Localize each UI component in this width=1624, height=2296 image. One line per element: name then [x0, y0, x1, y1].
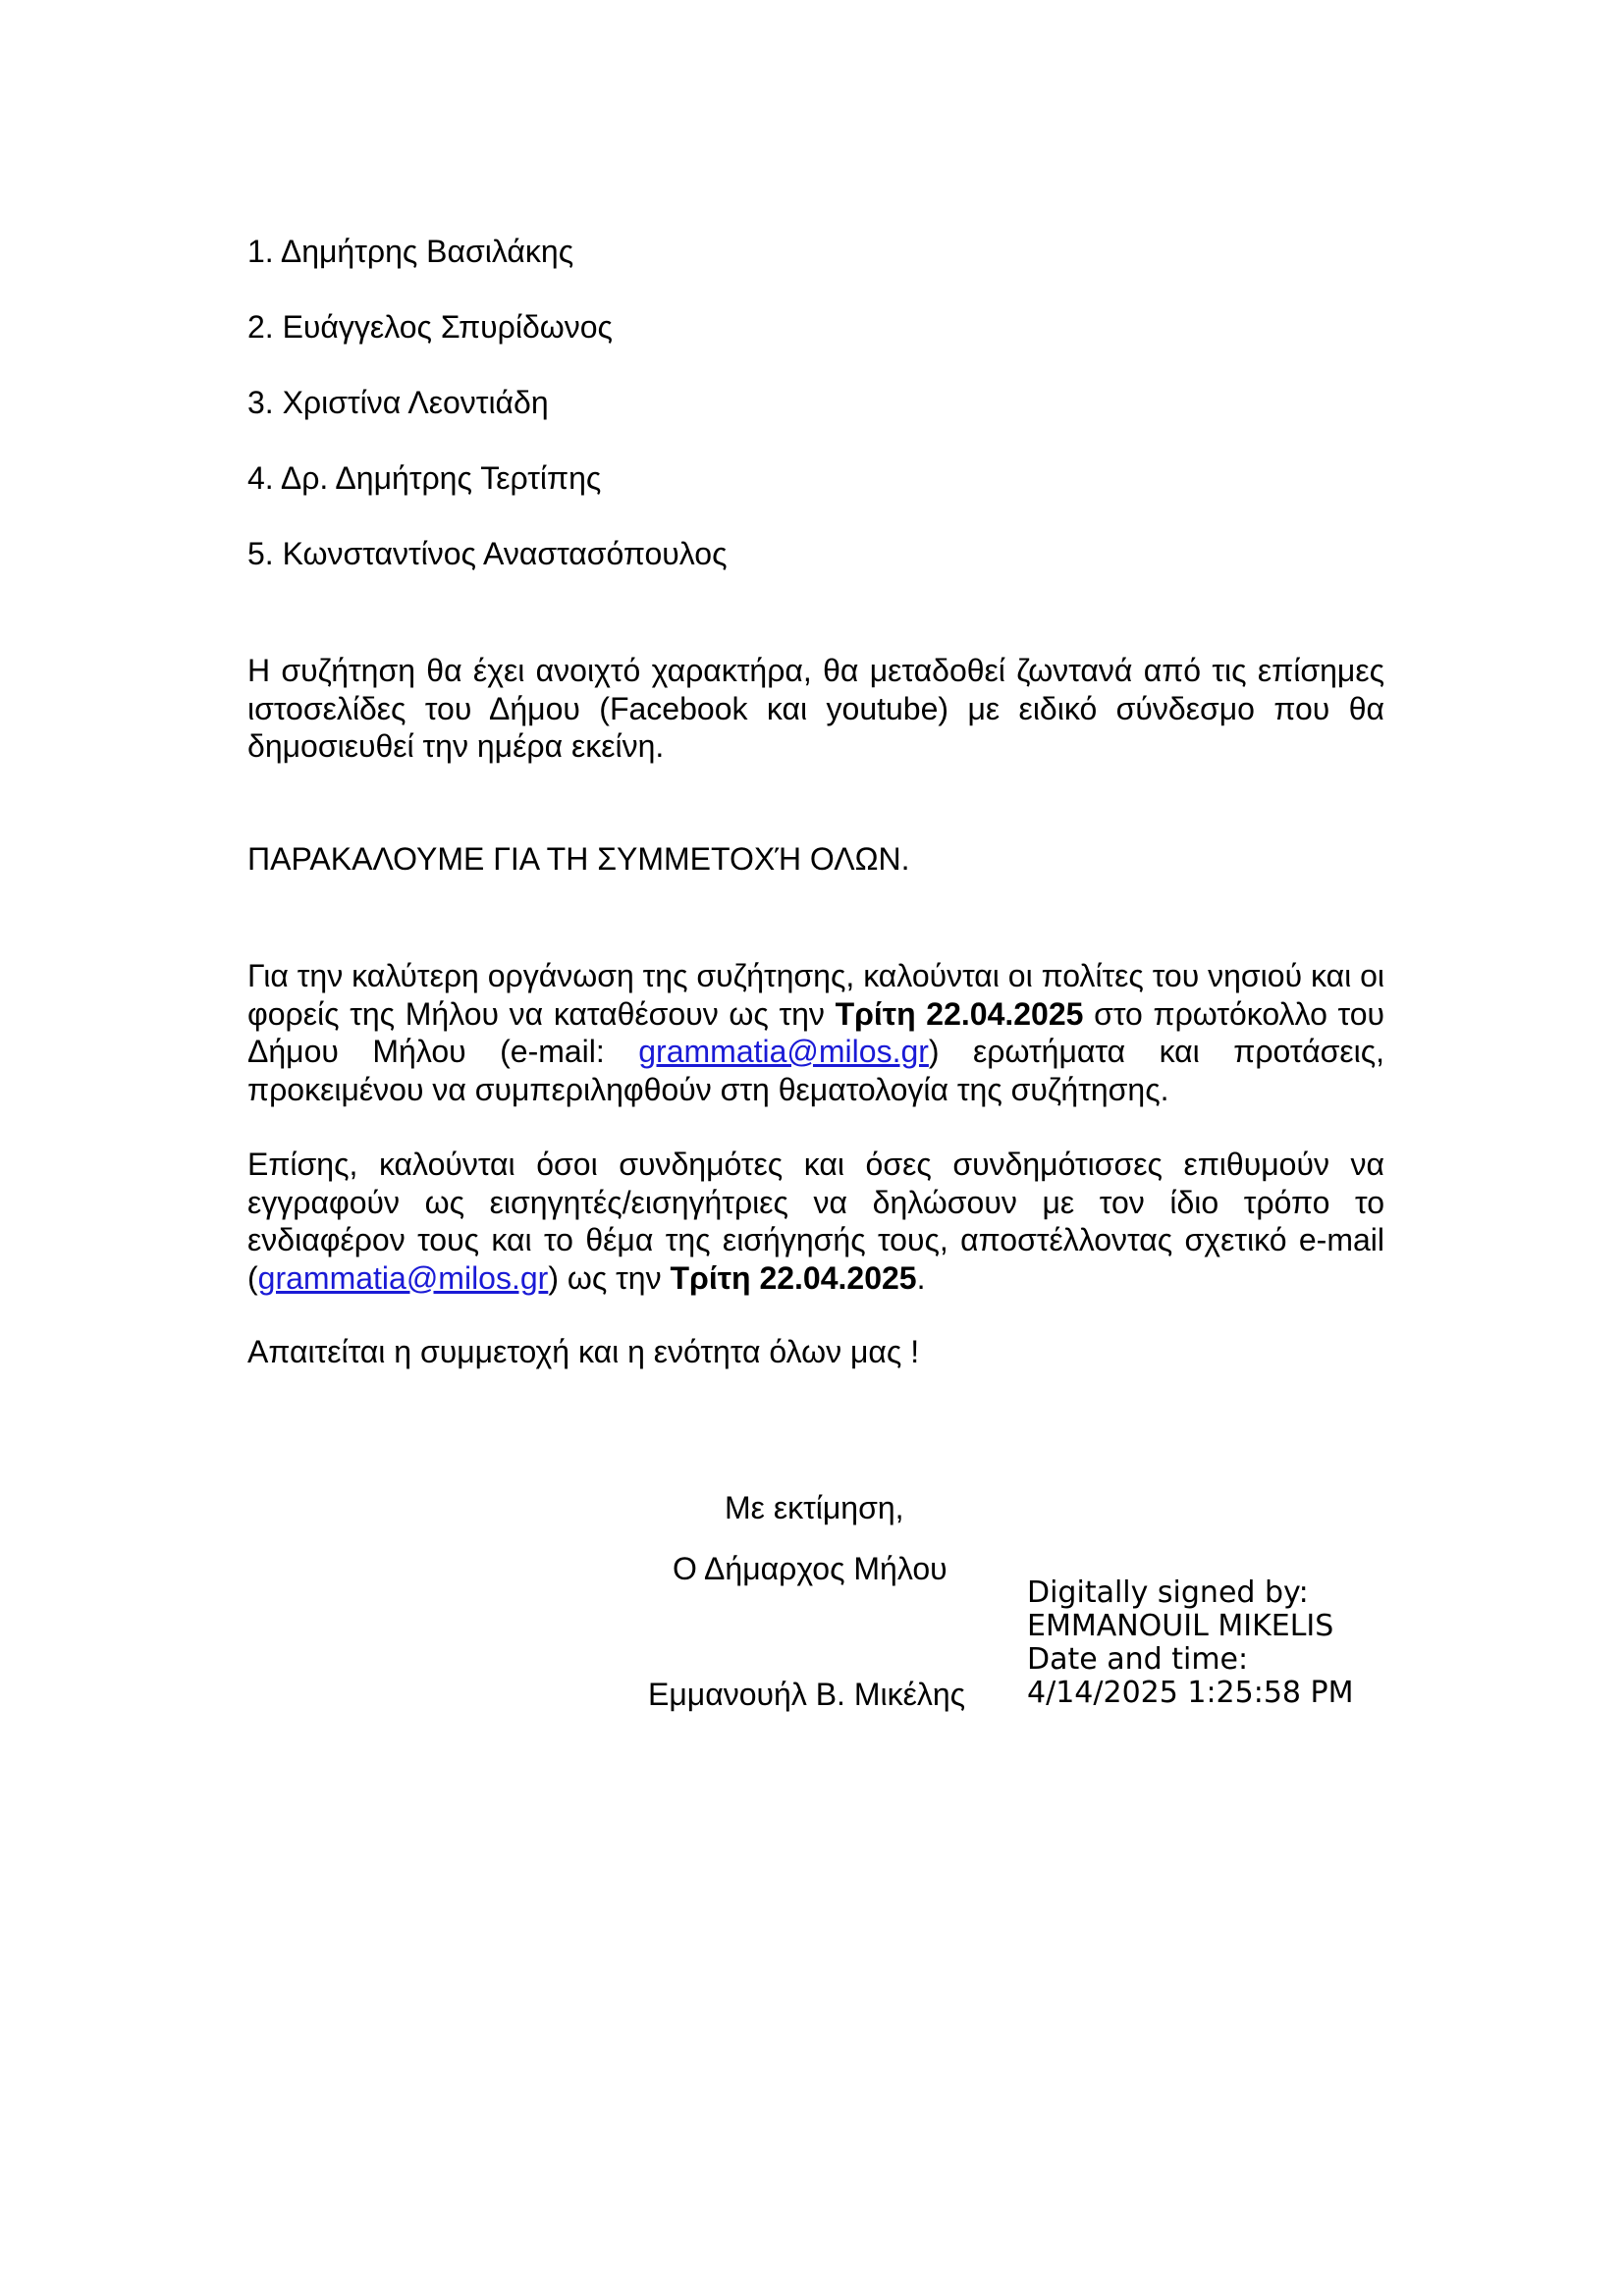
speakers-call-text-2: ) ως την: [548, 1259, 671, 1296]
signature-signer: EMMANOUIL MIKELIS: [1027, 1609, 1334, 1643]
participation-call: ΠΑΡΑΚΑΛΟΥΜΕ ΓΙΑ ΤΗ ΣΥΜΜΕΤΟΧΉ ΟΛΩΝ.: [247, 841, 910, 877]
questions-paragraph: [247, 957, 1384, 1108]
speaker-item: 2. Ευάγγελος Σπυρίδωνος: [247, 309, 613, 345]
speakers-call-deadline: Τρίτη 22.04.2025: [670, 1259, 917, 1296]
signature-line-3: Date and time:: [1027, 1642, 1249, 1677]
speaker-item: 3. Χριστίνα Λεοντιάδη: [247, 385, 549, 420]
questions-text-2: στο πρωτόκολλο του Δήμου Μήλου (e-mail:: [247, 995, 1385, 1069]
questions-text-3: ) ερωτήματα και προτάσεις, προκειμένου να συμπεριληφθούν στη θεματολογία της συζήτησης.: [247, 1034, 1384, 1107]
questions-text-1: Για την καλύτερη οργάνωση της συζήτησης, καλούνται οι πολίτες του νησιού και οι φορείς της Μήλου να καταθέσουν ως την: [247, 958, 1384, 1032]
email-link[interactable]: grammatia@milos.gr: [257, 1259, 549, 1296]
speakers-call-paragraph: [247, 1146, 1384, 1297]
speakers-call-text-3: .: [916, 1259, 926, 1296]
speakers-call-text-1: Επίσης, καλούνται όσοι συνδημότες και όσες συνδημότισσες επιθυμούν να εγγραφούν ως εισηγητές/εισηγήτριες να δηλώσουν με τον ίδιο τρόπο το ενδιαφέρον τους και το θέμα της εισήγησής τους, αποστέλλοντας σχετικό e-mail (: [247, 1147, 1384, 1296]
speaker-list: [247, 234, 728, 612]
closing-regards: Με εκτίμηση,: [725, 1490, 904, 1525]
speaker-item: 1. Δημήτρης Βασιλάκης: [247, 234, 574, 269]
email-link[interactable]: grammatia@milos.gr: [638, 1034, 929, 1069]
questions-deadline: Τρίτη 22.04.2025: [835, 995, 1084, 1032]
digital-signature: [1027, 1576, 1354, 1710]
signature-line-1: Digitally signed by:: [1027, 1575, 1309, 1610]
mayor-name: Εμμανουήλ Β. Μικέλης: [648, 1677, 966, 1712]
mayor-title: Ο Δήμαρχος Μήλου: [673, 1551, 947, 1586]
signature-datetime: 4/14/2025 1:25:58 PM: [1027, 1676, 1354, 1710]
speaker-item: 4. Δρ. Δημήτρης Τερτίπης: [247, 460, 602, 496]
unity-paragraph: Απαιτείται η συμμετοχή και η ενότητα όλων μας !: [247, 1334, 920, 1369]
broadcast-paragraph: Η συζήτηση θα έχει ανοιχτό χαρακτήρα, θα μεταδοθεί ζωντανά από τις επίσημες ιστοσελίδες του Δήμου (Facebook και youtube) με ειδικό σύνδεσμο που θα δημοσιευθεί την ημέρα εκείνη.: [247, 653, 1384, 764]
speaker-item: 5. Κωνσταντίνος Αναστασόπουλος: [247, 536, 728, 571]
